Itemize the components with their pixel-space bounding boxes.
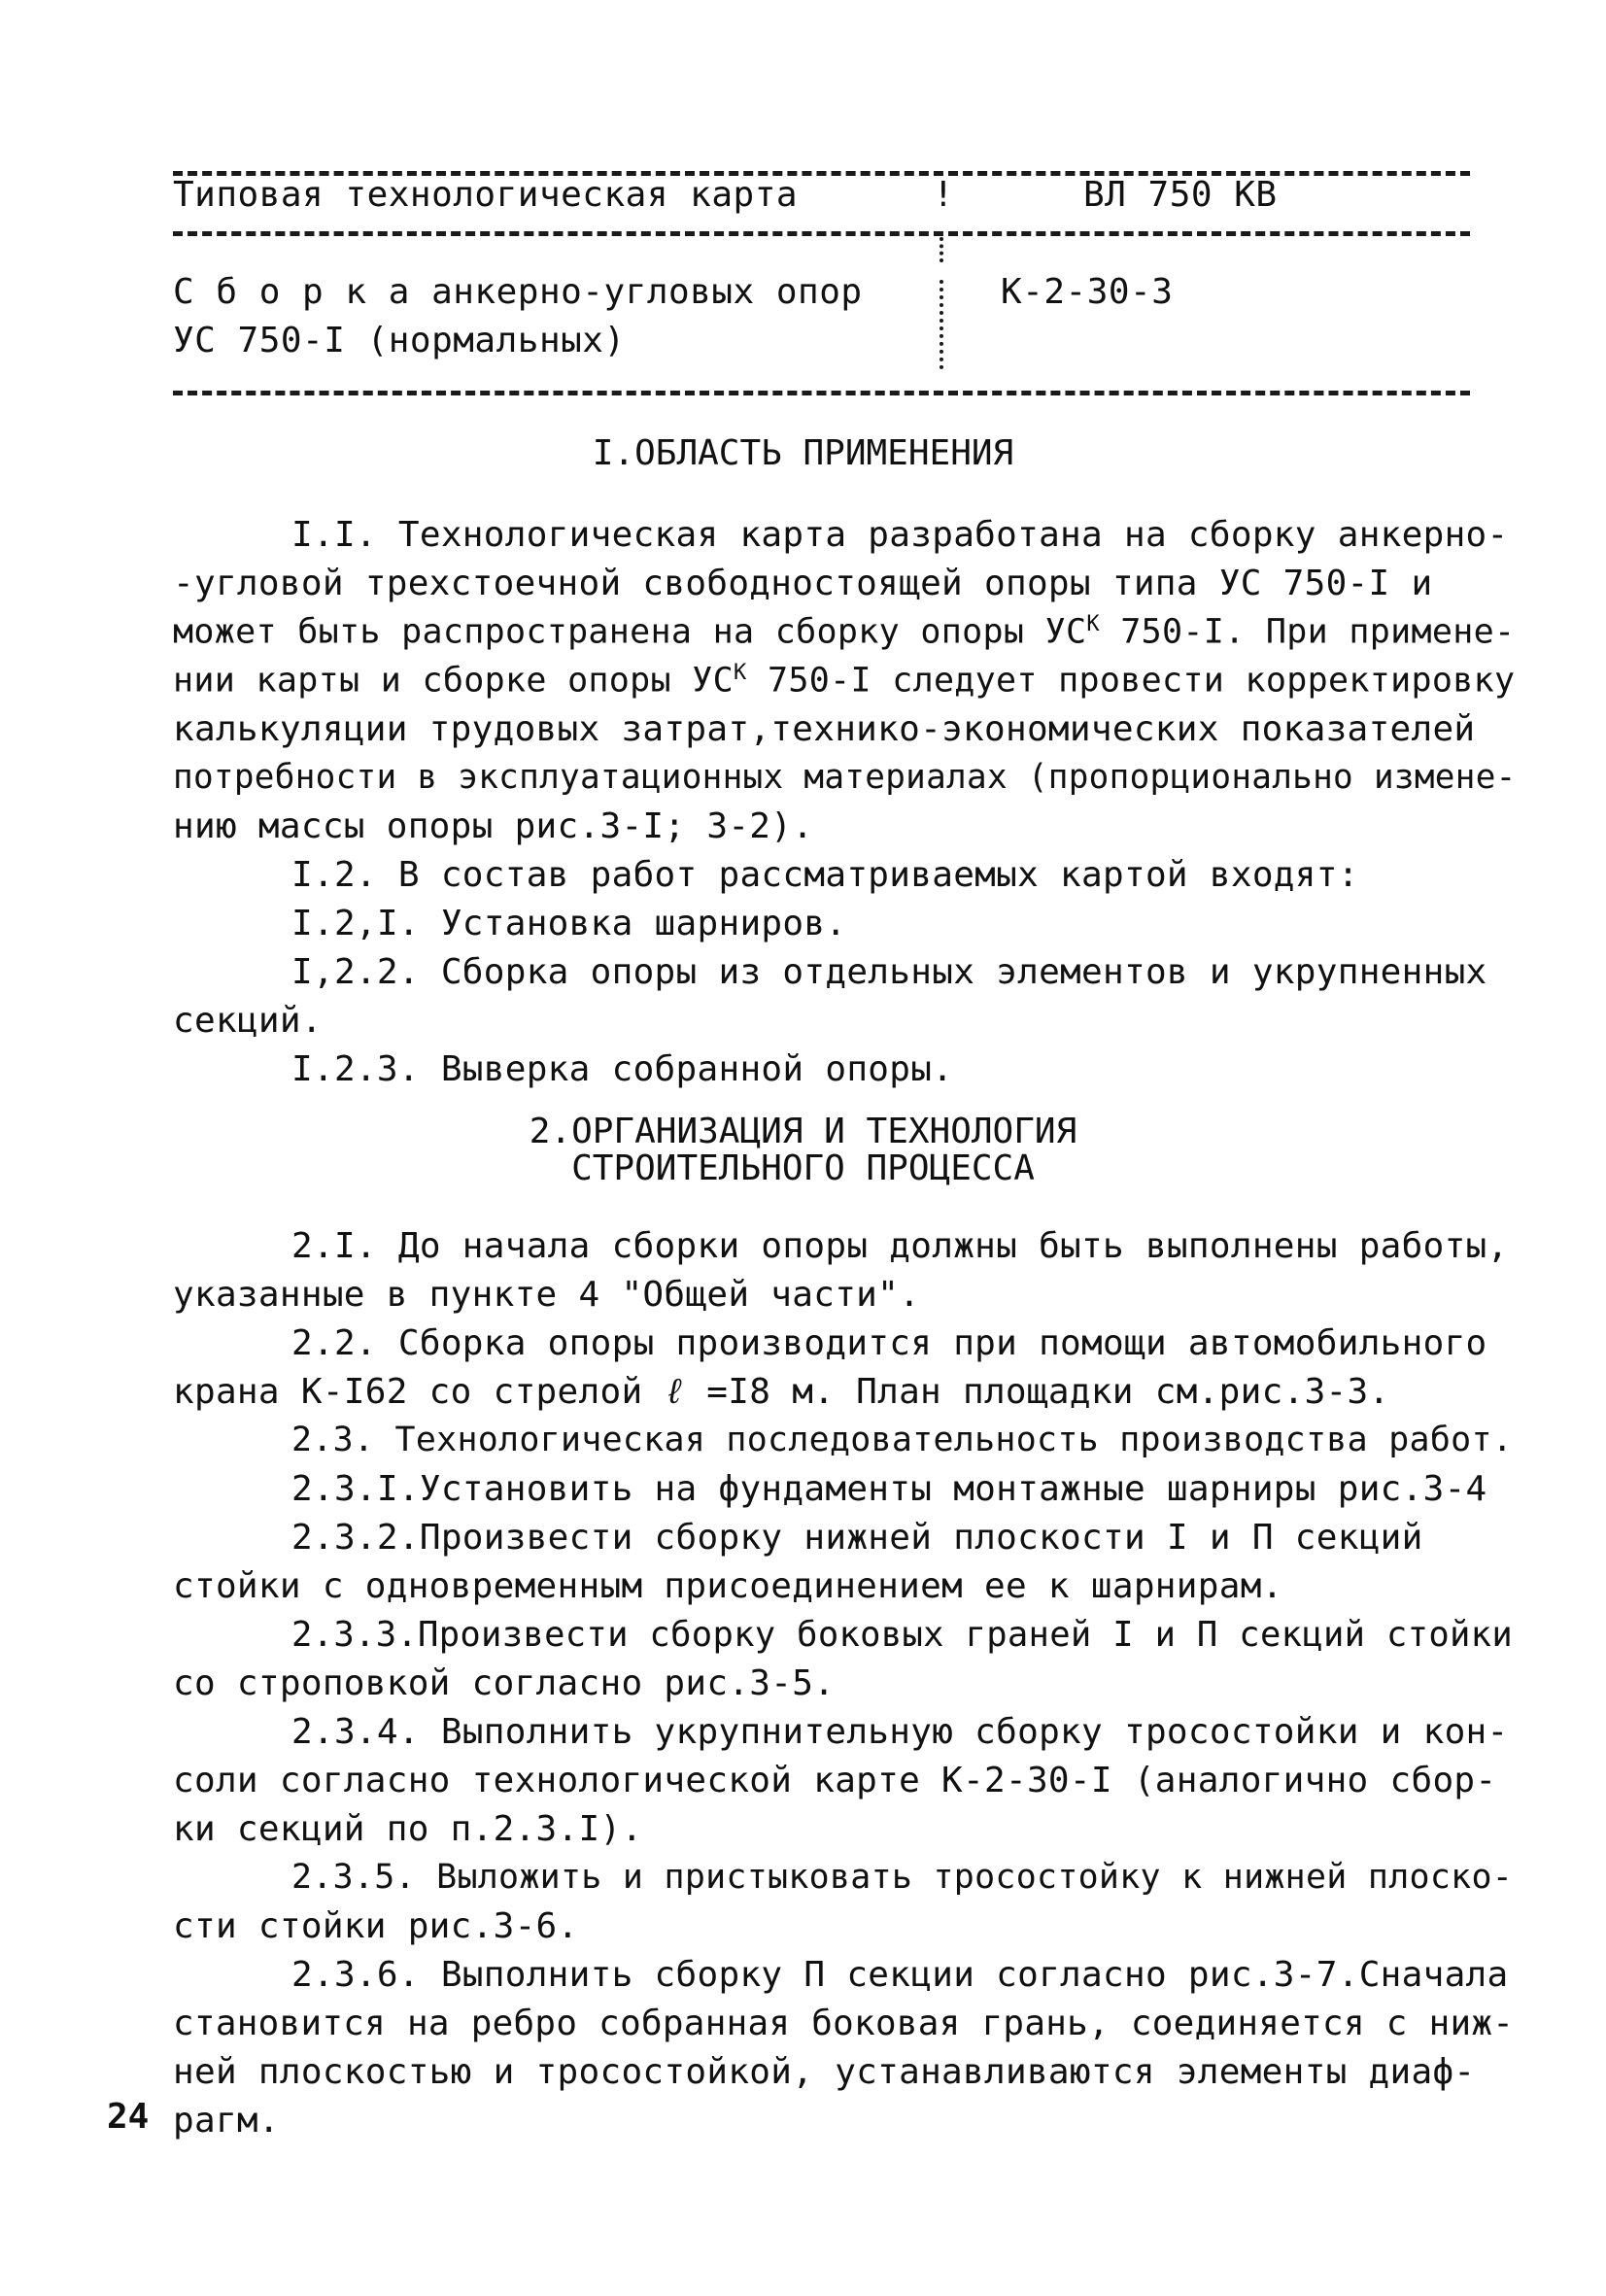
s1-line-3-tail: 750-I. При примене- — [1099, 612, 1516, 652]
s1-line-3 — [173, 612, 1515, 652]
section1-title: I.ОБЛАСТЬ ПРИМЕНЕНИЯ — [592, 433, 1014, 473]
s2-line-12: соли согласно технологической карте К-2-30-I (аналогично сбор- — [173, 1761, 1497, 1800]
s2-line-5: 2.3. Технологическая последовательность производства работ. — [291, 1421, 1514, 1459]
s1-line-12: I.2.3. Выверка собранной опоры. — [291, 1049, 954, 1089]
s1-line-9: I.2,I. Установка шарниров. — [291, 904, 847, 943]
s2-line-19: рагм. — [173, 2101, 280, 2141]
s1-line-6: потребности в эксплуатационных материалах (пропорционально измене- — [173, 758, 1517, 797]
s1-line-2: -угловой трехстоечной свободностоящей опоры типа УС 750-I и — [173, 564, 1433, 603]
s1-line-4-text: нии карты и сборке опоры УС — [173, 661, 735, 701]
work-title-line2: УС 750-I (нормальных) — [173, 321, 626, 360]
section2-title-line1: 2.ОРГАНИЗАЦИЯ И ТЕХНОЛОГИЯ — [529, 1112, 1077, 1151]
s1-line-11: секций. — [173, 1001, 323, 1041]
s2-line-1: 2.I. До начала сборки опоры должны быть выполнены работы, — [291, 1226, 1509, 1266]
s2-line-9: 2.3.3.Произвести сборку боковых граней I и П секций стойки — [291, 1615, 1514, 1655]
work-title-line1: С б о р к а анкерно-угловых опор — [173, 272, 863, 312]
s1-line-8: I.2. В состав работ рассматриваемых картой входят: — [291, 855, 1359, 895]
s1-line-5: калькуляции трудовых затрат,технико-экономических показателей — [173, 709, 1476, 749]
header-middle-rule — [173, 231, 1470, 236]
s2-line-7: 2.3.2.Произвести сборку нижней плоскости I и П секций — [291, 1518, 1423, 1558]
s2-line-4 — [173, 1372, 1389, 1414]
s1-line-3-text: может быть распространена на сборку опоры УС — [173, 612, 1087, 652]
card-code: К-2-30-3 — [1001, 272, 1174, 312]
s1-line-4-superscript: К — [734, 661, 747, 685]
s1-line-7: нию массы опоры рис.3-I; 3-2). — [173, 806, 814, 846]
boom-length-symbol: ℓ — [664, 1372, 686, 1412]
s1-line-4-tail: 750-I следует провести корректировку — [746, 661, 1516, 701]
s2-line-15: сти стойки рис.3-6. — [173, 1906, 579, 1946]
s1-line-1: I.I. Технологическая карта разработана на сборку анкерно- — [291, 515, 1509, 555]
s2-line-4-tail: =I8 м. План площадки см.рис.3-3. — [685, 1372, 1390, 1412]
s2-line-16: 2.3.6. Выполнить сборку П секции согласно рис.3-7.Сначала — [291, 1955, 1509, 1995]
page-number: 24 — [107, 2097, 150, 2137]
s2-line-6: 2.3.I.Установить на фундаменты монтажные шарниры рис.3-4 — [291, 1469, 1487, 1509]
s1-line-10: I,2.2. Сборка опоры из отдельных элементов и укрупненных — [291, 952, 1487, 992]
header-vertical-divider — [940, 280, 943, 369]
header-bottom-rule — [173, 391, 1470, 395]
s2-line-2: указанные в пункте 4 "Общей части". — [173, 1275, 921, 1315]
s2-line-3: 2.2. Сборка опоры производится при помощи автомобильного — [291, 1323, 1487, 1363]
s2-line-8: стойки с одновременным присоединением ее к шарнирам. — [173, 1566, 1283, 1606]
s1-line-4 — [173, 661, 1515, 701]
header-left-title: Типовая технологическая карта — [173, 175, 799, 215]
s2-line-14: 2.3.5. Выложить и пристыковать тросостойку к нижней плоско- — [291, 1858, 1514, 1897]
s1-line-3-superscript: К — [1086, 612, 1100, 636]
s2-line-4-text: крана К-I62 со стрелой — [173, 1372, 643, 1412]
s2-line-13: ки секций по п.2.3.I). — [173, 1809, 643, 1849]
s2-line-11: 2.3.4. Выполнить укрупнительную сборку тросостойки и кон- — [291, 1712, 1509, 1752]
header-right-title: ВЛ 750 КВ — [1083, 175, 1278, 215]
header-vertical-tick — [940, 237, 943, 262]
s2-line-10: со строповкой согласно рис.3-5. — [173, 1663, 836, 1703]
s2-line-18: ней плоскостью и тросостойкой, устанавливаются элементы диаф- — [173, 2052, 1476, 2092]
s2-line-17: становится на ребро собранная боковая грань, соединяется с ниж- — [173, 2004, 1515, 2043]
header-separator: ! — [933, 175, 955, 215]
section2-title-line2: СТРОИТЕЛЬНОГО ПРОЦЕССА — [571, 1148, 1035, 1188]
